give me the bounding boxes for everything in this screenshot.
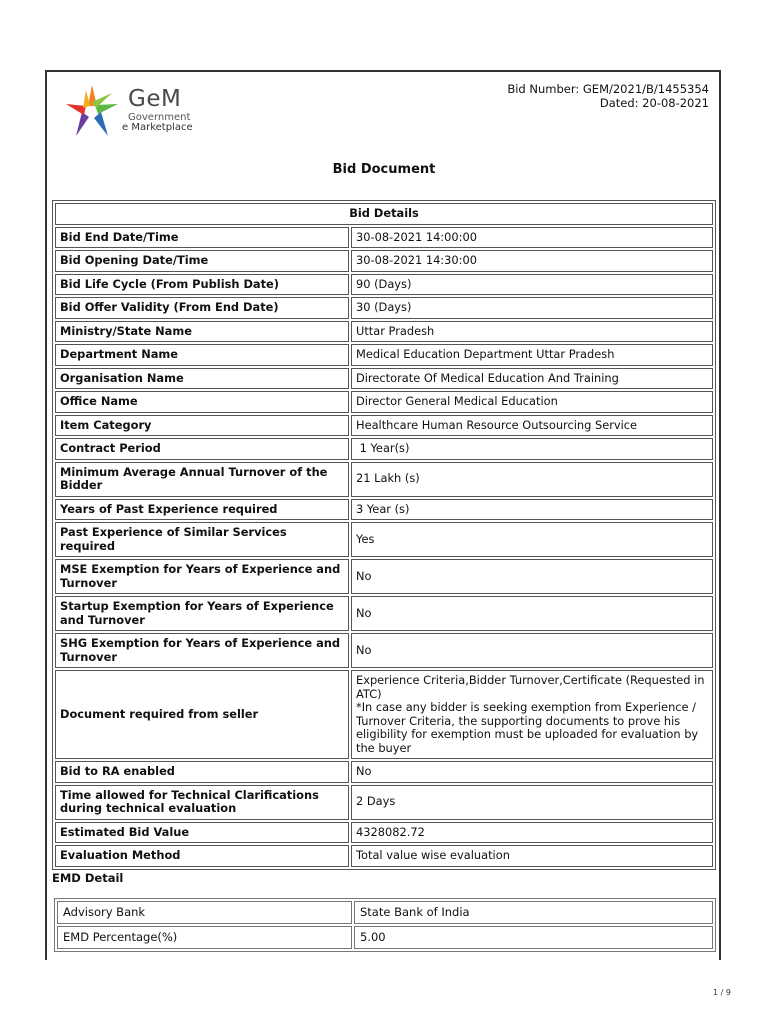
table-row (55, 670, 713, 759)
row-label: Organisation Name (55, 368, 349, 390)
row-label: Evaluation Method (55, 845, 349, 867)
table-row (55, 633, 713, 668)
table-row (55, 344, 713, 366)
table-row (55, 462, 713, 497)
row-label: Bid Opening Date/Time (55, 250, 349, 272)
table-row (57, 926, 713, 949)
document-required-note: *In case any bidder is seeking exemption from Experience / Turnover Criteria, the supporting documents to prove his eligibility for exemption must be uploaded for evaluation by the buyer (356, 700, 699, 755)
bid-dated: Dated: 20-08-2021 (599, 96, 709, 110)
logo-subtitle-emarketplace: e Marketplace (122, 122, 193, 133)
row-value: Directorate Of Medical Education And Training (351, 368, 713, 390)
table-row (55, 596, 713, 631)
table-row (55, 321, 713, 343)
row-label: Past Experience of Similar Services required (55, 522, 349, 557)
row-value: No (351, 761, 713, 783)
bid-meta (507, 82, 709, 110)
row-label: MSE Exemption for Years of Experience and Turnover (55, 559, 349, 594)
table-row (55, 761, 713, 783)
row-label: Time allowed for Technical Clarifications during technical evaluation (55, 785, 349, 820)
table-row (55, 438, 713, 460)
table-row (55, 250, 713, 272)
row-value: 4328082.72 (351, 822, 713, 844)
row-value: 1 Year(s) (351, 438, 713, 460)
row-label: Contract Period (55, 438, 349, 460)
document-required-value: Experience Criteria,Bidder Turnover,Certificate (Requested in ATC) (356, 673, 705, 701)
row-value: 90 (Days) (351, 274, 713, 296)
row-value: Director General Medical Education (351, 391, 713, 413)
row-value: 30 (Days) (351, 297, 713, 319)
row-value: Healthcare Human Resource Outsourcing Service (351, 415, 713, 437)
row-label: Bid Offer Validity (From End Date) (55, 297, 349, 319)
row-value: Uttar Pradesh (351, 321, 713, 343)
table-row (55, 845, 713, 867)
page-number: 1 / 9 (713, 988, 731, 997)
table-row (55, 522, 713, 557)
row-label: Bid Life Cycle (From Publish Date) (55, 274, 349, 296)
emd-detail-table (54, 898, 716, 952)
row-value: 2 Days (351, 785, 713, 820)
table-row (55, 499, 713, 521)
table-row (55, 391, 713, 413)
row-label: SHG Exemption for Years of Experience and Turnover (55, 633, 349, 668)
row-label: Document required from seller (55, 670, 349, 759)
table-header-row (55, 203, 713, 225)
row-label: Office Name (55, 391, 349, 413)
row-value: No (351, 596, 713, 631)
row-value: No (351, 633, 713, 668)
row-label: Startup Exemption for Years of Experience and Turnover (55, 596, 349, 631)
table-row (57, 901, 713, 924)
row-label: Years of Past Experience required (55, 499, 349, 521)
row-value: 21 Lakh (s) (351, 462, 713, 497)
table-row (55, 559, 713, 594)
row-value: Yes (351, 522, 713, 557)
logo-subtitle-government: Government (128, 112, 191, 123)
bid-details-table (52, 200, 716, 870)
row-value: 5.00 (354, 926, 713, 949)
document-title: Bid Document (332, 162, 436, 177)
row-value (351, 670, 713, 759)
row-value: No (351, 559, 713, 594)
emd-detail-heading: EMD Detail (52, 871, 124, 885)
row-value: 30-08-2021 14:30:00 (351, 250, 713, 272)
table-row (55, 297, 713, 319)
bid-number: Bid Number: GEM/2021/B/1455354 (507, 82, 709, 96)
row-value: 30-08-2021 14:00:00 (351, 227, 713, 249)
row-value: Medical Education Department Uttar Pradesh (351, 344, 713, 366)
table-row (55, 274, 713, 296)
logo-wordmark: GeM (128, 86, 182, 112)
row-label: EMD Percentage(%) (57, 926, 352, 949)
row-value: Total value wise evaluation (351, 845, 713, 867)
row-label: Estimated Bid Value (55, 822, 349, 844)
row-label: Advisory Bank (57, 901, 352, 924)
row-label: Ministry/State Name (55, 321, 349, 343)
table-row (55, 227, 713, 249)
table-row (55, 822, 713, 844)
bid-details-heading: Bid Details (55, 203, 713, 225)
table-row (55, 415, 713, 437)
row-label: Bid to RA enabled (55, 761, 349, 783)
row-label: Minimum Average Annual Turnover of the Bidder (55, 462, 349, 497)
table-row (55, 785, 713, 820)
row-label: Bid End Date/Time (55, 227, 349, 249)
row-value: 3 Year (s) (351, 499, 713, 521)
row-value: State Bank of India (354, 901, 713, 924)
row-label: Item Category (55, 415, 349, 437)
row-label: Department Name (55, 344, 349, 366)
table-row (55, 368, 713, 390)
